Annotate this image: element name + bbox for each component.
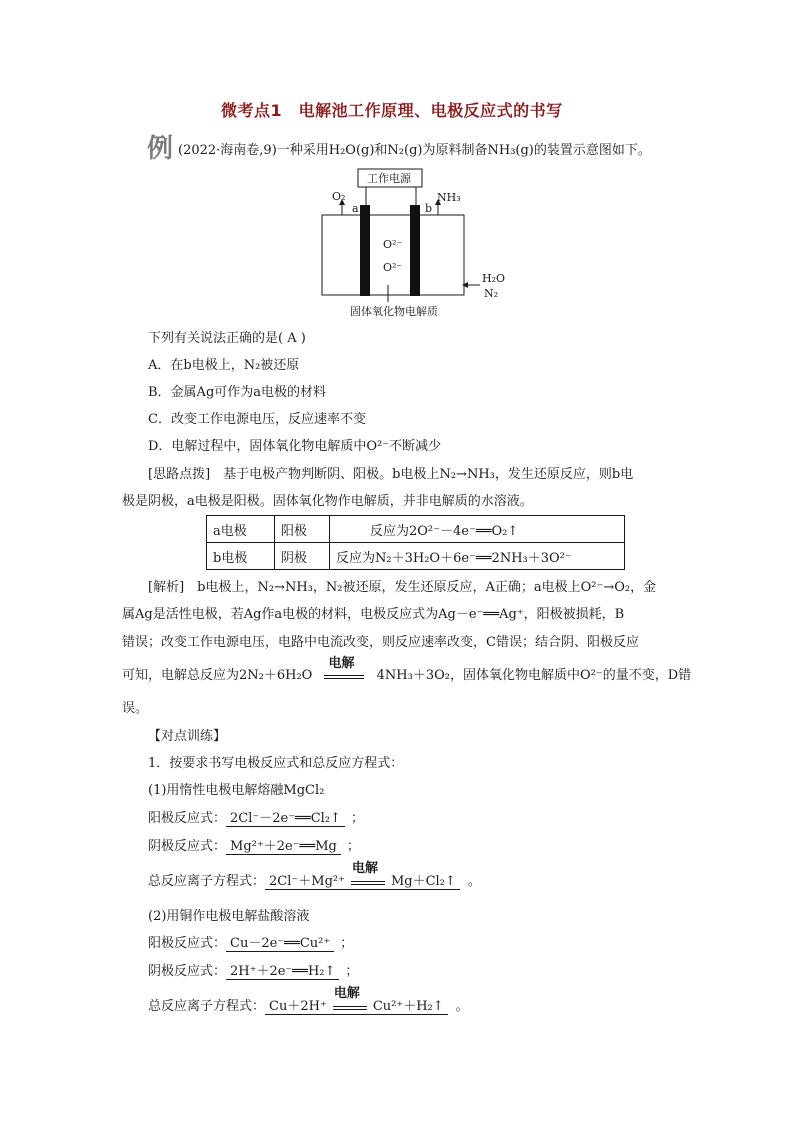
table-cell: 阴极 — [275, 543, 330, 570]
o2-label: O₂ — [332, 190, 346, 203]
analysis-line-3: 错误；改变工作电源电压，电路中电流改变，则反应速率改变，C错误；结合阴、阳极反应 — [122, 635, 639, 650]
electrolysis-condition: 电解 — [333, 999, 367, 1010]
h2o-label: H₂O — [482, 272, 506, 285]
electrode-a — [360, 205, 370, 296]
table-cell: 阳极 — [275, 516, 330, 543]
part-2-total: 总反应离子方程式： Cu＋2H⁺ 电解 Cu²⁺＋H₂↑ 。 — [148, 986, 469, 1014]
ion-label-2: O²⁻ — [383, 261, 403, 274]
answer-blank: Cu＋2H⁺ 电解 Cu²⁺＋H₂↑ — [265, 999, 448, 1015]
option-d: D．电解过程中，固体氧化物电解质中O²⁻不断减少 — [148, 439, 442, 454]
question-text: 下列有关说法正确的是( A ) — [148, 331, 306, 346]
electrolysis-condition: 电解 — [351, 874, 385, 885]
option-c: C．改变工作电源电压，反应速率不变 — [148, 412, 366, 427]
answer-blank: Cu－2e⁻══Cu²⁺ — [226, 936, 334, 952]
analysis-line-4-right: 4NH₃＋3O₂，固体氧化物电解质中O²⁻的量不变，D错 — [376, 668, 692, 683]
analysis-line-4 — [122, 656, 692, 683]
example-mark: 例 — [147, 134, 174, 164]
table-cell: 反应为2O²⁻－4e⁻══O₂↑ — [330, 516, 625, 543]
option-b: B．金属Ag可作为a电极的材料 — [148, 385, 327, 400]
electrolysis-condition: 电解 — [324, 668, 364, 679]
answer-blank: 2Cl⁻－2e⁻══Cl₂↑ — [226, 811, 345, 827]
diagram-caption: 固体氧化物电解质 — [350, 305, 438, 318]
analysis-line-5: 误。 — [122, 701, 149, 716]
part-2-cathode: 阴极反应式： 2H⁺＋2e⁻══H₂↑ ； — [148, 964, 359, 979]
table-cell: a电极 — [207, 516, 275, 543]
electrode-a-label: a — [352, 202, 359, 215]
part-2-title: (2)用铜作电极电解盐酸溶液 — [148, 909, 310, 924]
part-1-cathode: 阴极反应式： Mg²⁺＋2e⁻══Mg ； — [148, 839, 360, 854]
power-source-label: 工作电源 — [367, 172, 411, 185]
analysis-line-2: 属Ag是活性电极，若Ag作a电极的材料，电极反应式为Ag－e⁻══Ag⁺，阳极被损耗，B — [122, 607, 625, 622]
table-row — [207, 516, 625, 543]
table-cell: 反应为N₂＋3H₂O＋6e⁻══2NH₃＋3O²⁻ — [330, 543, 625, 570]
analysis-line-4-left: 可知，电解总反应为2N₂＋6H₂O — [122, 668, 313, 683]
electrode-b-label: b — [425, 202, 433, 215]
part-1-anode: 阳极反应式： 2Cl⁻－2e⁻══Cl₂↑ ； — [148, 811, 364, 826]
electrode-table — [206, 515, 625, 570]
answer-blank: 2Cl⁻＋Mg²⁺ 电解 Mg＋Cl₂↑ — [265, 874, 460, 890]
ion-label-1: O²⁻ — [383, 238, 403, 251]
page-title: 微考点1 电解池工作原理、电极反应式的书写 — [221, 101, 563, 120]
part-1-title: (1)用惰性电极电解熔融MgCl₂ — [148, 783, 325, 798]
example-stem: (2022·海南卷,9)一种采用H₂O(g)和N₂(g)为原料制备NH₃(g)的装置示意图如下。 — [178, 143, 651, 158]
electrode-b — [410, 205, 420, 296]
table-cell: b电极 — [207, 543, 275, 570]
practice-question-1: 1．按要求书写电极反应式和总反应方程式： — [148, 756, 404, 771]
part-2-anode: 阳极反应式： Cu－2e⁻══Cu²⁺ ； — [148, 936, 354, 951]
n2-label: N₂ — [484, 287, 499, 300]
table-row — [207, 543, 625, 570]
practice-heading: 【对点训练】 — [148, 729, 227, 744]
answer-blank: 2H⁺＋2e⁻══H₂↑ — [226, 964, 339, 980]
analysis-line-1: [解析] b电极上，N₂→NH₃，N₂被还原，发生还原反应，A正确；a电极上O²⁻→O₂，金 — [148, 580, 657, 595]
part-1-total: 总反应离子方程式： 2Cl⁻＋Mg²⁺ 电解 Mg＋Cl₂↑ 。 — [148, 861, 481, 889]
nh3-label: NH₃ — [437, 191, 461, 204]
option-a: A．在b电极上，N₂被还原 — [148, 358, 300, 373]
hint-line-2: 极是阴极，a电极是阳极。固体氧化物作电解质，并非电解质的水溶液。 — [122, 494, 533, 509]
answer-blank: Mg²⁺＋2e⁻══Mg — [226, 839, 341, 855]
hint-line-1: [思路点拨] 基于电极产物判断阴、阳极。b电极上N₂→NH₃，发生还原反应，则b电 — [148, 467, 634, 482]
